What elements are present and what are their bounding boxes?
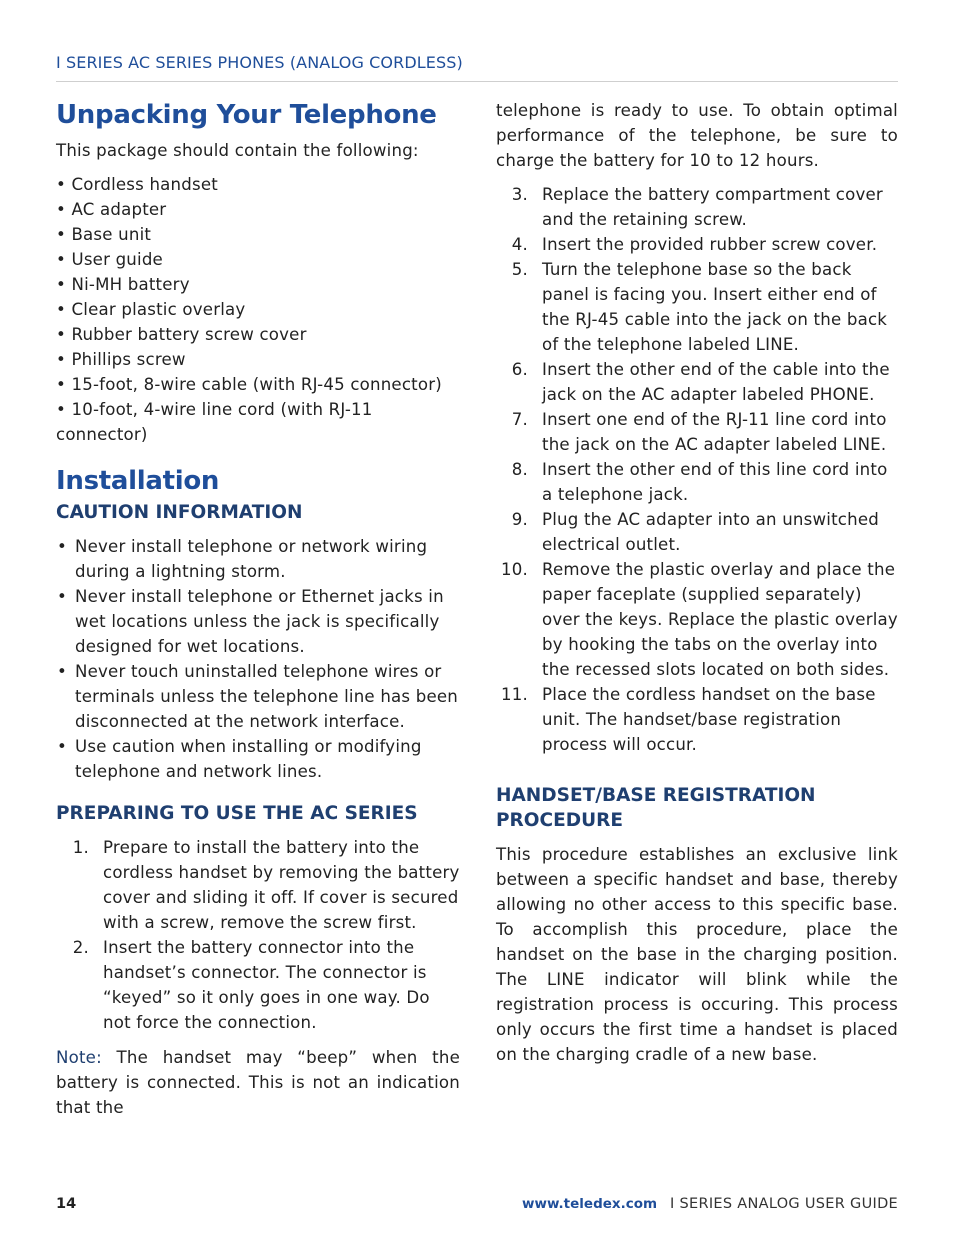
step-text: Turn the telephone base so the back panel is facing you. Insert either end of the RJ-45 cable into the jack on the back of the telephone labeled LINE. <box>542 260 888 354</box>
page-number: 14 <box>56 1196 77 1212</box>
step-number: 1. <box>72 838 89 857</box>
step-text: Insert the other end of this line cord into a telephone jack. <box>542 460 888 504</box>
registration-paragraph: This procedure establishes an exclusive link between a specific handset and base, thereby allowing no other access to this specific base. To accomplish this procedure, place the handset on the base in the charging position. The LINE indicator will blink while the registration process is occuring. This process only occurs the first time a handset is placed on the charging cradle of a new base. <box>496 845 898 1064</box>
list-item: • Never install telephone or Ethernet jacks in wet locations unless the jack is specifically designed for wet locations. <box>56 584 460 659</box>
note-label: Note: <box>56 1048 102 1067</box>
steps-list-left <box>56 835 460 1035</box>
step-text: Insert one end of the RJ-11 line cord into the jack on the AC adapter labeled LINE. <box>542 410 887 454</box>
step-item <box>496 257 898 357</box>
step-item <box>496 357 898 407</box>
installation-title: Installation <box>56 466 220 496</box>
step-item <box>496 507 898 557</box>
unpacking-intro: This package should contain the following: <box>56 141 419 160</box>
step-number: 5. <box>511 260 528 279</box>
list-item: • User guide <box>56 247 460 272</box>
preparing-heading: PREPARING TO USE THE AC SERIES <box>56 803 418 824</box>
step-item <box>496 682 898 757</box>
step-item <box>56 935 460 1035</box>
step-text: Replace the battery compartment cover and the retaining screw. <box>542 185 883 229</box>
list-item: • Never install telephone or network wiring during a lightning storm. <box>56 534 460 584</box>
step-number: 2. <box>72 938 89 957</box>
step-item <box>496 232 898 257</box>
list-item: • Ni-MH battery <box>56 272 460 297</box>
step-number: 8. <box>511 460 528 479</box>
caution-heading: CAUTION INFORMATION <box>56 502 303 523</box>
step-item <box>496 457 898 507</box>
page-footer <box>56 1193 898 1215</box>
step-item <box>496 557 898 682</box>
step-text: Insert the battery connector into the handset’s connector. The connector is “keyed” so it only goes in one way. Do not force the connection. <box>103 938 430 1032</box>
note-text: The handset may “beep” when the battery is connected. This is not an indication that the <box>56 1048 460 1117</box>
step-number: 7. <box>511 410 528 429</box>
step-number: 9. <box>511 510 528 529</box>
step-text: Remove the plastic overlay and place the paper faceplate (supplied separately) over the keys. Replace the plastic overlay by hooking the tabs on the overlay into the recessed slots located on both sides. <box>542 560 898 679</box>
step-number: 10. <box>501 560 528 579</box>
step-number: 4. <box>511 235 528 254</box>
list-item: • AC adapter <box>56 197 460 222</box>
unpacking-title: Unpacking Your Telephone <box>56 100 437 130</box>
list-item: • Base unit <box>56 222 460 247</box>
step-number: 11. <box>501 685 528 704</box>
step-text: Insert the other end of the cable into the jack on the AC adapter labeled PHONE. <box>542 360 890 404</box>
list-item: • Clear plastic overlay <box>56 297 460 322</box>
running-header <box>56 52 898 82</box>
step-text: Place the cordless handset on the base unit. The handset/base registration process will occur. <box>542 685 876 754</box>
step-number: 6. <box>511 360 528 379</box>
list-item: • Cordless handset <box>56 172 460 197</box>
step-item <box>496 407 898 457</box>
registration-heading: HANDSET/BASE REGISTRATION PROCEDURE <box>496 785 816 831</box>
note-paragraph <box>56 1045 460 1120</box>
list-item: • 10-foot, 4-wire line cord (with RJ-11 connector) <box>56 397 460 447</box>
website-link[interactable]: www.teledex.com <box>522 1196 658 1212</box>
step-text: Prepare to install the battery into the cordless handset by removing the battery cover and sliding it off. If cover is secured with a screw, remove the screw first. <box>103 838 460 932</box>
note-continued: telephone is ready to use. To obtain optimal performance of the telephone, be sure to charge the battery for 10 to 12 hours. <box>496 101 898 170</box>
list-item: • 15-foot, 8-wire cable (with RJ-45 connector) <box>56 372 460 397</box>
caution-list <box>56 534 460 784</box>
step-item <box>496 182 898 232</box>
steps-list-right <box>496 182 898 757</box>
guide-title: I SERIES ANALOG USER GUIDE <box>670 1196 898 1212</box>
list-item: • Use caution when installing or modifying telephone and network lines. <box>56 734 460 784</box>
left-column <box>56 98 460 1120</box>
running-title: I SERIES AC SERIES PHONES (ANALOG CORDLESS) <box>56 53 463 72</box>
list-item: • Phillips screw <box>56 347 460 372</box>
right-column <box>496 98 898 1067</box>
step-text: Insert the provided rubber screw cover. <box>542 235 878 254</box>
step-text: Plug the AC adapter into an unswitched electrical outlet. <box>542 510 879 554</box>
list-item: • Rubber battery screw cover <box>56 322 460 347</box>
step-number: 3. <box>511 185 528 204</box>
step-item <box>56 835 460 935</box>
package-contents-list <box>56 172 460 447</box>
list-item: • Never touch uninstalled telephone wires or terminals unless the telephone line has been disconnected at the network interface. <box>56 659 460 734</box>
